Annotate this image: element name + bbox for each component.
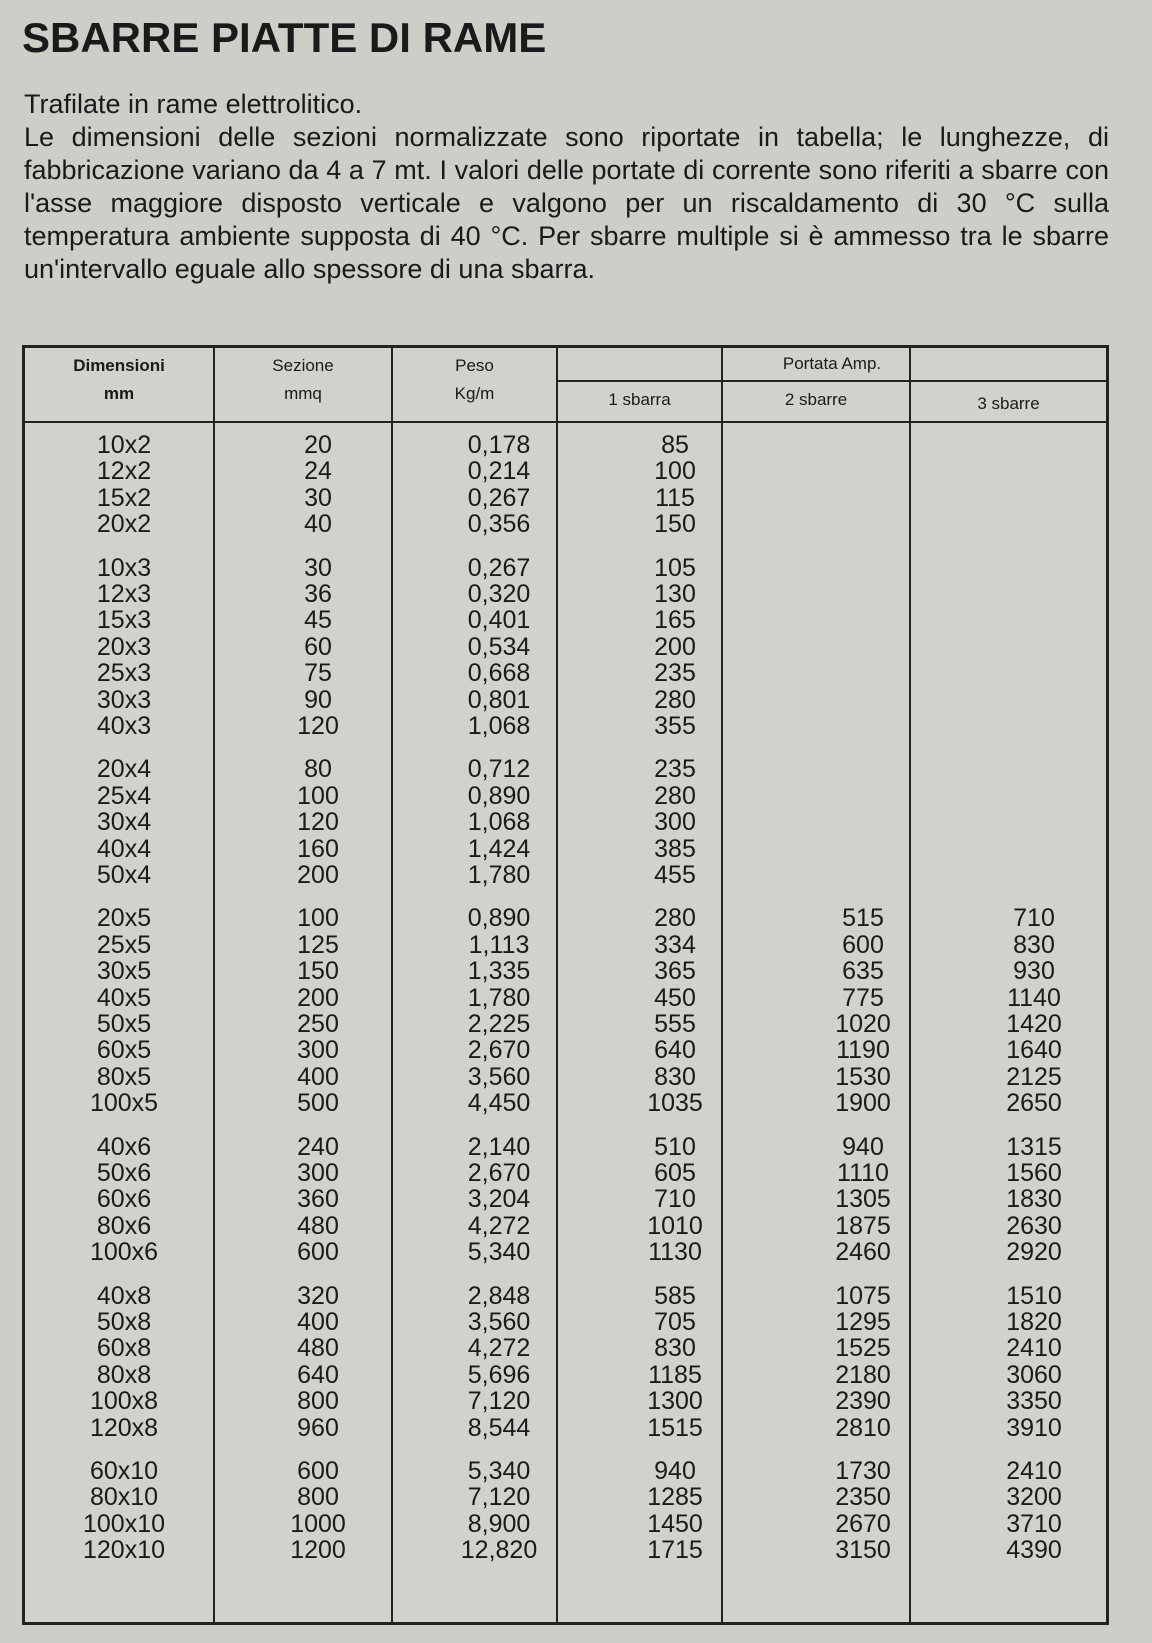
cell-dimensioni: 12x2 [96, 457, 152, 486]
table-row [25, 1037, 1106, 1064]
cell-1-sbarra: 200 [654, 632, 696, 661]
table-row [25, 1309, 1106, 1336]
cell-peso: 2,225 [467, 1010, 531, 1038]
table-row [25, 1064, 1106, 1091]
cell-sezione: 100 [297, 781, 339, 810]
header-peso-unit: Kg/m [454, 384, 495, 403]
cell-peso: 0,267 [467, 553, 531, 582]
cell-1-sbarra: 300 [654, 808, 696, 837]
table-row [25, 713, 1106, 740]
table-row [25, 1388, 1106, 1415]
header-sezione-label: Sezione [272, 356, 334, 375]
header-bottom-line [25, 421, 1106, 423]
cell-1-sbarra: 1010 [647, 1211, 703, 1240]
cell-3-sbarre: 1820 [1006, 1308, 1062, 1336]
cell-sezione: 160 [297, 834, 339, 863]
cell-dimensioni: 100x5 [89, 1089, 159, 1118]
cell-sezione: 100 [297, 904, 339, 933]
cell-1-sbarra: 280 [654, 781, 696, 810]
cell-dimensioni: 80x5 [96, 1062, 152, 1091]
cell-sezione: 640 [297, 1360, 339, 1389]
cell-dimensioni: 60x8 [96, 1334, 152, 1363]
cell-dimensioni: 120x8 [89, 1413, 159, 1442]
cell-1-sbarra: 450 [654, 983, 696, 1012]
cell-1-sbarra: 365 [654, 957, 696, 986]
table-row [25, 862, 1106, 889]
cell-2-sbarre: 1020 [835, 1010, 891, 1038]
cell-sezione: 1000 [290, 1509, 346, 1538]
cell-peso: 0,668 [467, 659, 531, 688]
cell-sezione: 120 [297, 712, 339, 740]
cell-1-sbarra: 150 [654, 510, 696, 539]
cell-dimensioni: 120x10 [82, 1536, 166, 1565]
cell-3-sbarre: 3060 [1006, 1360, 1062, 1389]
table-row [25, 1537, 1106, 1564]
table-row [25, 836, 1106, 863]
cell-sezione: 150 [297, 957, 339, 986]
header-3-sbarre: 3 sbarre [977, 394, 1040, 413]
cell-sezione: 600 [297, 1238, 339, 1267]
cell-peso: 0,178 [467, 431, 531, 459]
cell-sezione: 480 [297, 1211, 339, 1240]
cell-sezione: 24 [304, 457, 332, 486]
cell-sezione: 1200 [290, 1536, 346, 1565]
table-row [25, 932, 1106, 959]
cell-dimensioni: 30x5 [96, 957, 152, 986]
cell-sezione: 250 [297, 1010, 339, 1038]
cell-sezione: 320 [297, 1281, 339, 1310]
cell-2-sbarre: 600 [842, 930, 884, 959]
cell-sezione: 240 [297, 1132, 339, 1161]
header-2-sbarre: 2 sbarre [784, 390, 848, 409]
table-row [25, 1011, 1106, 1038]
cell-peso: 1,113 [468, 930, 530, 959]
cell-peso: 4,272 [467, 1211, 531, 1240]
table-row [25, 1415, 1106, 1442]
table-row [25, 1484, 1106, 1511]
cell-1-sbarra: 115 [655, 483, 695, 512]
intro-paragraph: Le dimensioni delle sezioni normalizzate sono riportate in tabella; le lunghezze, di fabbricazione variano da 4 a 7 mt. I valori delle portate di corrente sono riferiti a sbarre con l'asse maggiore disposto verticale e valgono per un riscaldamento di 30 °C sulla temperatura ambiente supposta di 40 °C. Per sbarre multiple si è ammesso tra le sbarre un'intervallo eguale allo spessore di una sbarra. [24, 122, 1109, 284]
cell-3-sbarre: 1510 [1006, 1281, 1062, 1310]
cell-3-sbarre: 4390 [1006, 1536, 1062, 1565]
cell-peso: 0,401 [467, 606, 531, 635]
table-row [25, 1511, 1106, 1538]
cell-peso: 4,450 [467, 1089, 531, 1118]
cell-sezione: 80 [304, 755, 332, 784]
cell-sezione: 480 [297, 1334, 339, 1363]
cell-2-sbarre: 1900 [835, 1089, 891, 1118]
cell-peso: 5,340 [467, 1238, 531, 1267]
table-row [25, 1239, 1106, 1266]
cell-sezione: 30 [304, 483, 332, 512]
intro-line-1: Trafilate in rame elettrolitico. [24, 89, 363, 119]
intro-text [24, 88, 1109, 286]
cell-2-sbarre: 1190 [836, 1036, 890, 1065]
cell-2-sbarre: 635 [842, 957, 884, 986]
cell-3-sbarre: 2630 [1006, 1211, 1062, 1240]
cell-sezione: 800 [297, 1483, 339, 1512]
cell-sezione: 75 [304, 659, 332, 688]
header-portata: Portata Amp. [782, 354, 882, 373]
cell-2-sbarre: 1730 [835, 1457, 891, 1485]
cell-1-sbarra: 1515 [647, 1413, 703, 1442]
cell-sezione: 960 [297, 1413, 339, 1442]
cell-peso: 2,848 [467, 1281, 531, 1310]
cell-peso: 2,670 [467, 1159, 531, 1187]
header-dimensioni-unit: mm [103, 384, 135, 403]
cell-dimensioni: 80x6 [96, 1211, 152, 1240]
cell-1-sbarra: 1185 [648, 1360, 702, 1389]
cell-2-sbarre: 2460 [835, 1238, 891, 1267]
cell-2-sbarre: 775 [842, 983, 884, 1012]
cell-2-sbarre: 2390 [835, 1387, 891, 1416]
cell-peso: 3,204 [467, 1185, 531, 1214]
table-row [25, 660, 1106, 687]
cell-peso: 1,068 [467, 808, 531, 837]
table-row [25, 1283, 1106, 1310]
cell-1-sbarra: 85 [661, 431, 689, 459]
cell-3-sbarre: 830 [1013, 930, 1055, 959]
cell-peso: 12,820 [460, 1536, 538, 1565]
table-row [25, 1213, 1106, 1240]
cell-dimensioni: 15x2 [96, 483, 152, 512]
cell-dimensioni: 100x10 [82, 1509, 166, 1538]
cell-sezione: 300 [297, 1159, 339, 1187]
cell-1-sbarra: 280 [654, 685, 696, 714]
cell-sezione: 40 [304, 510, 332, 539]
cell-peso: 0,267 [467, 483, 531, 512]
cell-peso: 0,534 [467, 632, 531, 661]
cell-1-sbarra: 1035 [647, 1089, 703, 1118]
cell-dimensioni: 15x3 [96, 606, 152, 635]
cell-peso: 7,120 [467, 1387, 531, 1416]
cell-2-sbarre: 2810 [835, 1413, 891, 1442]
cell-1-sbarra: 334 [654, 930, 696, 959]
cell-dimensioni: 100x6 [89, 1238, 159, 1267]
cell-sezione: 400 [297, 1308, 339, 1336]
cell-dimensioni: 60x10 [89, 1457, 159, 1485]
cell-3-sbarre: 3710 [1006, 1509, 1062, 1538]
cell-sezione: 90 [304, 685, 332, 714]
cell-peso: 0,356 [467, 510, 531, 539]
cell-dimensioni: 30x4 [96, 808, 152, 837]
table-row [25, 607, 1106, 634]
header-peso-label: Peso [455, 356, 494, 375]
cell-3-sbarre: 710 [1013, 904, 1055, 933]
cell-3-sbarre: 1420 [1006, 1010, 1062, 1038]
cell-1-sbarra: 705 [654, 1308, 696, 1336]
cell-peso: 2,140 [467, 1132, 531, 1161]
cell-2-sbarre: 3150 [835, 1536, 891, 1565]
cell-peso: 0,890 [467, 904, 531, 933]
cell-1-sbarra: 1300 [647, 1387, 703, 1416]
table-row [25, 756, 1106, 783]
cell-2-sbarre: 1110 [837, 1159, 889, 1187]
cell-3-sbarre: 3910 [1006, 1413, 1062, 1442]
table-row [25, 432, 1106, 459]
table-row [25, 1458, 1106, 1485]
cell-peso: 5,340 [467, 1457, 531, 1485]
cell-1-sbarra: 455 [654, 861, 696, 889]
table-row [25, 985, 1106, 1012]
table-row [25, 687, 1106, 714]
cell-2-sbarre: 1075 [835, 1281, 891, 1310]
cell-dimensioni: 10x3 [96, 553, 152, 582]
cell-dimensioni: 25x5 [96, 930, 152, 959]
cell-dimensioni: 60x5 [96, 1036, 152, 1065]
cell-dimensioni: 10x2 [96, 431, 152, 459]
header-sezione-unit: mmq [284, 384, 322, 403]
cell-2-sbarre: 1530 [835, 1062, 891, 1091]
table-row [25, 1090, 1106, 1117]
cell-dimensioni: 20x4 [96, 755, 152, 784]
table-row [25, 511, 1106, 538]
cell-peso: 0,214 [467, 457, 531, 486]
cell-2-sbarre: 1295 [835, 1308, 891, 1336]
cell-sezione: 20 [304, 431, 332, 459]
table-row [25, 905, 1106, 932]
cell-1-sbarra: 165 [654, 606, 696, 635]
cell-dimensioni: 80x10 [89, 1483, 159, 1512]
cell-3-sbarre: 1140 [1007, 983, 1061, 1012]
table-row [25, 485, 1106, 512]
cell-peso: 1,424 [467, 834, 531, 863]
table-row [25, 634, 1106, 661]
table-row [25, 1160, 1106, 1187]
cell-1-sbarra: 355 [654, 712, 696, 740]
cell-sezione: 45 [304, 606, 332, 635]
cell-1-sbarra: 555 [654, 1010, 696, 1038]
cell-2-sbarre: 2180 [835, 1360, 891, 1389]
cell-sezione: 120 [297, 808, 339, 837]
cell-2-sbarre: 1875 [835, 1211, 891, 1240]
header-sezione [215, 352, 391, 408]
cell-1-sbarra: 585 [654, 1281, 696, 1310]
cell-peso: 1,780 [467, 861, 531, 889]
header-peso [393, 352, 556, 408]
table-row [25, 458, 1106, 485]
cell-1-sbarra: 605 [654, 1159, 696, 1187]
cell-peso: 0,712 [467, 755, 531, 784]
cell-2-sbarre: 940 [842, 1132, 884, 1161]
table-row [25, 555, 1106, 582]
cell-3-sbarre: 1560 [1006, 1159, 1062, 1187]
cell-1-sbarra: 1285 [647, 1483, 703, 1512]
cell-2-sbarre: 1305 [835, 1185, 891, 1214]
cell-sezione: 600 [297, 1457, 339, 1485]
cell-1-sbarra: 830 [654, 1334, 696, 1363]
cell-1-sbarra: 280 [654, 904, 696, 933]
cell-1-sbarra: 130 [654, 580, 696, 608]
cell-peso: 4,272 [467, 1334, 531, 1363]
cell-1-sbarra: 1450 [647, 1509, 703, 1538]
table-row [25, 1362, 1106, 1389]
cell-1-sbarra: 640 [654, 1036, 696, 1065]
cell-2-sbarre: 1525 [835, 1334, 891, 1363]
page-title: SBARRE PIATTE DI RAME [22, 14, 547, 61]
cell-3-sbarre: 930 [1013, 957, 1055, 986]
cell-dimensioni: 50x5 [96, 1010, 152, 1038]
cell-sezione: 200 [297, 983, 339, 1012]
cell-dimensioni: 50x8 [96, 1308, 152, 1336]
table-row [25, 1335, 1106, 1362]
cell-1-sbarra: 1130 [648, 1238, 702, 1267]
cell-peso: 1,068 [467, 712, 531, 740]
header-dimensioni-label: Dimensioni [73, 356, 165, 375]
cell-dimensioni: 40x8 [96, 1281, 152, 1310]
cell-dimensioni: 100x8 [89, 1387, 159, 1416]
cell-peso: 0,320 [467, 580, 531, 608]
cell-1-sbarra: 235 [654, 659, 696, 688]
cell-3-sbarre: 1315 [1006, 1132, 1062, 1161]
cell-dimensioni: 20x3 [96, 632, 152, 661]
cell-3-sbarre: 3200 [1006, 1483, 1062, 1512]
cell-sezione: 30 [304, 553, 332, 582]
cell-1-sbarra: 510 [654, 1132, 696, 1161]
cell-dimensioni: 40x6 [96, 1132, 152, 1161]
cell-dimensioni: 40x4 [96, 834, 152, 863]
cell-dimensioni: 40x3 [96, 712, 152, 740]
cell-peso: 3,560 [467, 1062, 531, 1091]
cell-1-sbarra: 830 [654, 1062, 696, 1091]
cell-dimensioni: 50x4 [96, 861, 152, 889]
cell-peso: 1,780 [467, 983, 531, 1012]
table-row [25, 958, 1106, 985]
cell-peso: 2,670 [467, 1036, 531, 1065]
cell-peso: 0,890 [467, 781, 531, 810]
header-subdivider [558, 380, 1106, 382]
cell-dimensioni: 25x4 [96, 781, 152, 810]
cell-1-sbarra: 100 [654, 457, 696, 486]
cell-dimensioni: 80x8 [96, 1360, 152, 1389]
cell-sezione: 360 [297, 1185, 339, 1214]
cell-sezione: 800 [297, 1387, 339, 1416]
table-row [25, 1134, 1106, 1161]
cell-3-sbarre: 2410 [1006, 1457, 1062, 1485]
cell-3-sbarre: 2125 [1006, 1062, 1062, 1091]
cell-dimensioni: 30x3 [96, 685, 152, 714]
cell-3-sbarre: 2650 [1006, 1089, 1062, 1118]
cell-3-sbarre: 1640 [1006, 1036, 1062, 1065]
cell-1-sbarra: 940 [654, 1457, 696, 1485]
cell-3-sbarre: 2920 [1006, 1238, 1062, 1267]
cell-peso: 7,120 [467, 1483, 531, 1512]
copper-bar-table [22, 345, 1109, 1625]
cell-2-sbarre: 515 [842, 904, 884, 933]
table-row [25, 783, 1106, 810]
cell-sezione: 36 [304, 580, 332, 608]
cell-3-sbarre: 1830 [1006, 1185, 1062, 1214]
cell-sezione: 60 [304, 632, 332, 661]
cell-peso: 1,335 [467, 957, 531, 986]
cell-2-sbarre: 2670 [835, 1509, 891, 1538]
cell-1-sbarra: 1715 [647, 1536, 703, 1565]
cell-2-sbarre: 2350 [835, 1483, 891, 1512]
table-row [25, 809, 1106, 836]
table-row [25, 581, 1106, 608]
cell-peso: 8,544 [467, 1413, 531, 1442]
cell-1-sbarra: 105 [654, 553, 696, 582]
cell-peso: 8,900 [467, 1509, 531, 1538]
cell-dimensioni: 60x6 [96, 1185, 152, 1214]
cell-1-sbarra: 710 [654, 1185, 696, 1214]
cell-dimensioni: 40x5 [96, 983, 152, 1012]
cell-dimensioni: 20x2 [96, 510, 152, 539]
header-1-sbarra: 1 sbarra [608, 390, 671, 409]
header-dimensioni [25, 352, 213, 408]
cell-sezione: 300 [297, 1036, 339, 1065]
cell-1-sbarra: 235 [654, 755, 696, 784]
cell-dimensioni: 50x6 [96, 1159, 152, 1187]
cell-peso: 3,560 [467, 1308, 531, 1336]
cell-dimensioni: 20x5 [96, 904, 152, 933]
cell-sezione: 200 [297, 861, 339, 889]
cell-sezione: 500 [297, 1089, 339, 1118]
cell-dimensioni: 12x3 [96, 580, 152, 608]
cell-1-sbarra: 385 [654, 834, 696, 863]
cell-sezione: 125 [297, 930, 339, 959]
cell-3-sbarre: 3350 [1006, 1387, 1062, 1416]
cell-sezione: 400 [297, 1062, 339, 1091]
cell-3-sbarre: 2410 [1006, 1334, 1062, 1363]
cell-dimensioni: 25x3 [96, 659, 152, 688]
cell-peso: 5,696 [467, 1360, 531, 1389]
cell-peso: 0,801 [467, 685, 531, 714]
table-row [25, 1186, 1106, 1213]
